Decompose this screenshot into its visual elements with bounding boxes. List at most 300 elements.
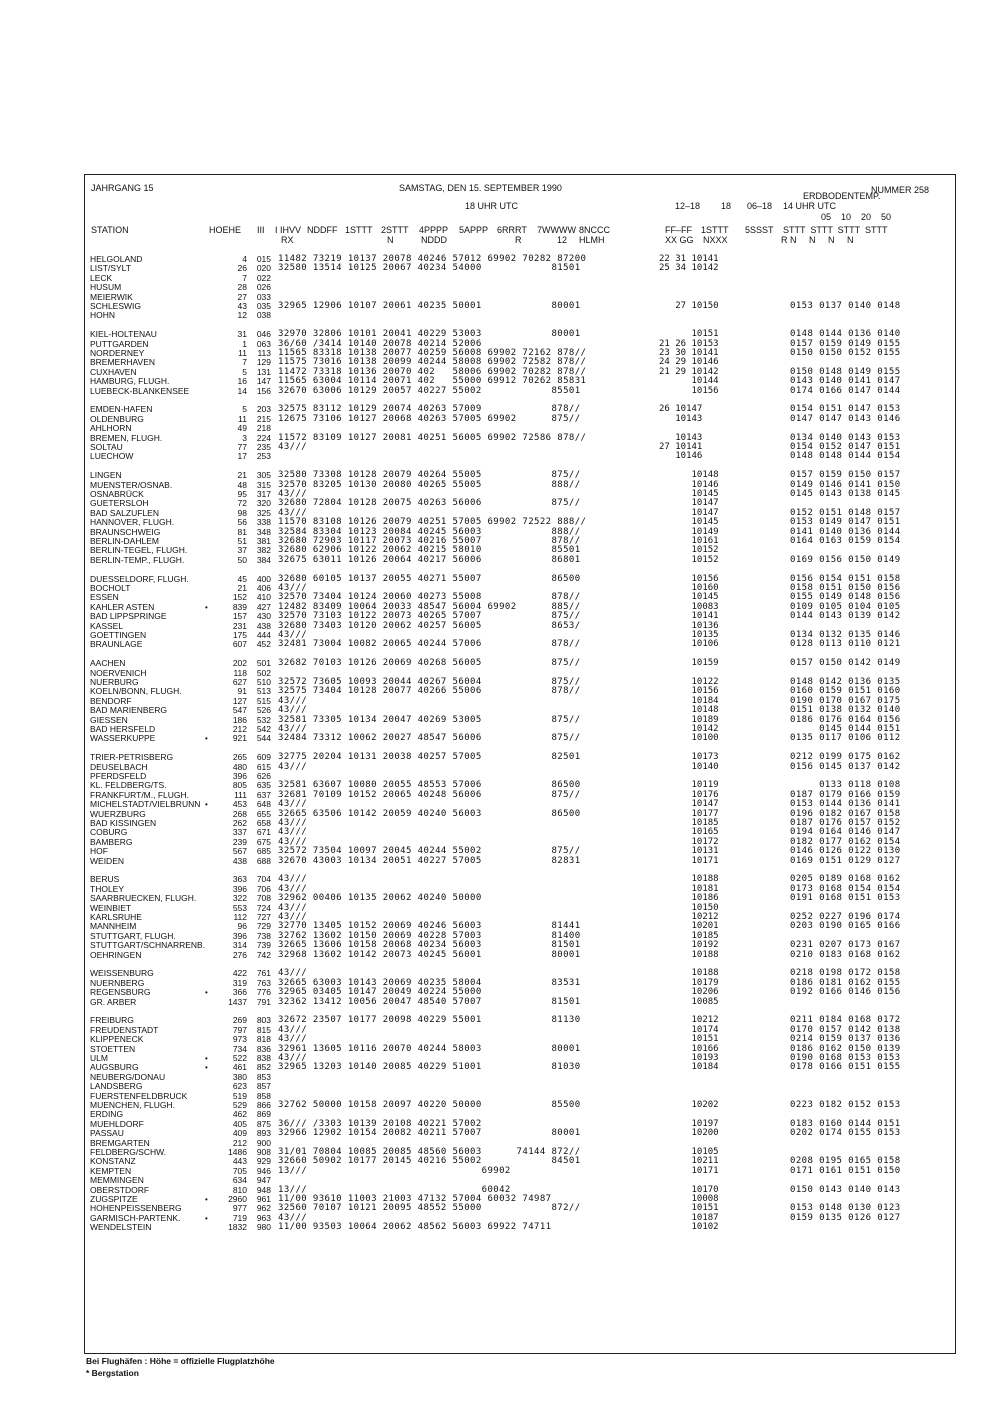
col-6rrrt: 6RRRT <box>497 225 527 235</box>
extreme-temps: 10185 <box>659 930 719 941</box>
synop-groups: 32572 73605 10093 20044 40267 56004 875// <box>278 677 581 687</box>
station-name: MEMMINGEN <box>90 1175 144 1186</box>
synop-groups: 32675 63011 10126 20064 40217 56006 86801 <box>278 554 581 565</box>
station-height: 797 <box>232 1024 247 1035</box>
station-height: 322 <box>232 893 247 904</box>
station-id: 113 <box>257 348 271 358</box>
table-row <box>85 640 957 649</box>
station-height: 5 <box>242 404 247 415</box>
station-id: 315 <box>256 479 271 490</box>
station-name: BAD SALZUFLEN <box>90 507 159 518</box>
station-id: 857 <box>256 1081 271 1092</box>
extreme-temps: 10202 <box>659 1100 719 1110</box>
station-height: 1 <box>242 338 247 349</box>
station-name: PUTTGARDEN <box>90 338 149 349</box>
station-id: 438 <box>256 620 271 631</box>
station-name: FREIBURG <box>90 1015 134 1026</box>
station-name: FRANKFURT/M., FLUGH. <box>90 789 190 800</box>
synop-groups: 32584 83304 10123 20084 40245 56003 888// <box>278 526 581 537</box>
extreme-temps: 10200 <box>659 1128 719 1139</box>
soil-temps: 0187 0176 0157 0152 <box>790 818 901 828</box>
extreme-temps: 10177 <box>659 808 719 819</box>
synop-groups: 32968 13602 10142 20073 40245 56001 80001 <box>278 949 581 960</box>
synop-groups: 32575 73404 10128 20077 40266 55006 878// <box>278 686 581 697</box>
synop-groups: 32681 70109 10152 20065 40248 56006 875// <box>278 789 581 800</box>
col-5appp: 5APPP <box>459 225 489 235</box>
station-name: HAMBURG, FLUGH. <box>90 376 170 387</box>
station-id: 444 <box>256 630 271 640</box>
table-row <box>85 847 957 856</box>
extreme-temps: 10145 <box>659 517 719 528</box>
obs-time: 18 UHR UTC <box>465 201 519 211</box>
extreme-temps: 10160 <box>659 583 719 593</box>
station-height: 111 <box>234 789 247 800</box>
synop-groups: 13/// 60042 <box>278 1184 511 1195</box>
synop-groups: 43/// <box>278 1034 308 1045</box>
synop-groups: 11565 83318 10138 20077 40259 56008 69902 72162 878// <box>278 348 587 358</box>
station-name: HUSUM <box>90 282 122 293</box>
col-n: N <box>387 235 394 245</box>
station-name: LINGEN <box>90 470 122 481</box>
station-name: MEIERWIK <box>90 291 133 302</box>
station-height: 268 <box>232 808 247 819</box>
extreme-temps: 10166 <box>659 1043 719 1054</box>
extreme-temps: 10100 <box>659 733 719 744</box>
station-height: 522 <box>232 1053 247 1063</box>
table-row <box>85 1129 957 1138</box>
range-06-18: 06–18 <box>747 201 773 211</box>
station-height: 529 <box>232 1100 247 1110</box>
col-iihvv: I IHVV <box>275 225 302 235</box>
soil-temps: 0145 0144 0151 <box>790 724 901 734</box>
extreme-temps: 10197 <box>659 1118 719 1129</box>
station-id: 626 <box>256 771 271 781</box>
synop-groups: 32670 43003 10134 20051 40227 57005 82831 <box>278 855 581 866</box>
extreme-temps: 10141 <box>659 611 719 622</box>
table-row <box>85 988 957 997</box>
table-row <box>85 377 957 386</box>
station-id: 929 <box>256 1156 271 1167</box>
soil-temps: 0157 0159 0150 0157 <box>790 470 901 481</box>
table-row <box>85 857 957 866</box>
extreme-temps: 10152 <box>659 545 719 556</box>
col-12: 12 <box>557 235 568 245</box>
synop-groups: 32580 13514 10125 20067 40234 54000 81501 <box>278 263 581 274</box>
station-height: 623 <box>232 1081 247 1092</box>
station-height: 337 <box>232 827 247 838</box>
synop-groups: 32962 00406 10135 20062 40240 50000 <box>278 893 482 904</box>
station-id: 526 <box>256 705 271 716</box>
mountain-station-marker: • <box>205 1213 208 1223</box>
station-id: 510 <box>256 677 271 687</box>
extreme-temps: 10206 <box>659 987 719 998</box>
station-name: GR. ARBER <box>90 996 137 1007</box>
station-name: KONSTANZ <box>90 1156 136 1167</box>
mountain-station-marker: • <box>205 734 208 744</box>
synop-groups: 32665 13606 10158 20068 40234 56003 81501 <box>278 940 581 951</box>
synop-groups: 43/// <box>278 583 308 593</box>
extreme-temps: 10151 <box>659 329 719 340</box>
soil-temps: 0190 0170 0167 0175 <box>790 695 901 706</box>
station-name: PFERDSFELD <box>90 771 147 781</box>
synop-groups: 13/// 69902 <box>278 1165 511 1176</box>
station-name: HANNOVER, FLUGH. <box>90 517 175 528</box>
soil-temps: 0150 0143 0140 0143 <box>790 1184 901 1195</box>
extreme-temps: 10151 <box>659 1203 719 1214</box>
station-id: 708 <box>256 893 271 904</box>
extreme-temps: 26 10147 <box>659 404 703 415</box>
synop-groups: 43/// <box>278 724 308 734</box>
synop-groups: 32670 63006 10129 20057 40227 55002 85501 <box>278 385 581 396</box>
synop-groups: 11472 73318 10136 20070 402 58006 69902 70282 878// <box>278 366 587 377</box>
soil-temps: 0156 0145 0137 0142 <box>790 761 901 772</box>
station-name: KAHLER ASTEN <box>90 601 155 612</box>
extreme-temps: 10156 <box>659 573 719 584</box>
station-name: BREMEN, FLUGH. <box>90 432 163 443</box>
station-height: 276 <box>232 949 247 960</box>
station-id: 948 <box>256 1184 271 1195</box>
mountain-station-marker: • <box>205 800 208 810</box>
soil-temps: 0156 0154 0151 0158 <box>790 573 901 584</box>
station-id: 015 <box>256 254 271 264</box>
station-height: 50 <box>237 554 247 565</box>
synop-groups: 43/// <box>278 912 308 922</box>
extreme-temps: 10173 <box>659 752 719 763</box>
extreme-temps: 10172 <box>659 836 719 847</box>
soil-temps: 0174 0166 0147 0144 <box>790 385 901 396</box>
synop-groups: 11572 83109 10127 20081 40251 56005 69902 72586 878// <box>278 432 587 443</box>
station-id: 893 <box>256 1128 271 1139</box>
soil-temps: 0141 0140 0136 0144 <box>790 526 901 537</box>
soil-temps: 0173 0168 0154 0154 <box>790 883 901 894</box>
station-name: LUEBECK-BLANKENSEE <box>90 385 190 396</box>
table-row <box>85 1082 957 1091</box>
station-height: 567 <box>232 846 247 857</box>
station-name: NUERNBERG <box>90 977 145 988</box>
soil-temps: 0218 0198 0172 0158 <box>790 968 901 979</box>
synop-groups: 43/// <box>278 489 308 499</box>
station-id: 818 <box>256 1034 271 1045</box>
station-id: 729 <box>256 921 271 932</box>
station-height: 314 <box>232 940 247 951</box>
extreme-temps: 10136 <box>659 620 719 631</box>
station-name: CUXHAVEN <box>90 366 137 377</box>
extreme-temps: 10102 <box>659 1222 719 1233</box>
soil-temps: 0182 0177 0162 0154 <box>790 836 901 847</box>
station-name: HOF <box>90 846 108 857</box>
station-id: 858 <box>256 1090 271 1101</box>
extreme-temps: 27 10150 <box>659 301 719 311</box>
station-id: 147 <box>256 376 271 387</box>
extreme-temps: 22 31 10141 <box>659 254 719 264</box>
station-name: STOETTEN <box>90 1043 136 1054</box>
synop-groups: 11565 63004 10114 20071 402 55000 69912 70262 85831 <box>278 376 587 387</box>
station-name: SCHLESWIG <box>90 301 142 311</box>
station-height: 405 <box>232 1118 247 1129</box>
synop-groups: 43/// <box>278 695 308 706</box>
synop-groups: 32575 83112 10129 20074 40263 57009 878// <box>278 404 581 415</box>
extreme-temps: 10156 <box>659 385 719 396</box>
station-height: 319 <box>232 977 247 988</box>
station-name: HOHN <box>90 310 116 321</box>
soil-temps: 0186 0176 0164 0156 <box>790 714 901 725</box>
station-id: 963 <box>256 1212 271 1223</box>
synop-groups: 32680 73403 10120 20062 40257 56005 8653/ <box>278 620 581 631</box>
station-name: TRIER-PETRISBERG <box>90 752 174 763</box>
station-id: 776 <box>256 987 271 998</box>
synop-groups: 43/// <box>278 799 308 810</box>
station-name: WEIDEN <box>90 855 124 866</box>
station-id: 224 <box>256 432 271 443</box>
station-height: 3 <box>242 432 247 443</box>
soil-temps: 0134 0132 0135 0146 <box>790 630 901 640</box>
station-name: BAD LIPPSPRINGE <box>90 611 167 622</box>
soil-temps: 0109 0105 0104 0105 <box>790 601 901 612</box>
station-name: SAARBRUECKEN, FLUGH. <box>90 893 197 904</box>
synop-groups: 36/// /3303 10139 20108 40221 57002 <box>278 1118 482 1129</box>
extreme-temps: 21 26 10153 <box>659 338 719 349</box>
station-height: 37 <box>237 545 247 556</box>
station-id: 022 <box>256 272 271 283</box>
soil-temps: 0208 0195 0165 0158 <box>790 1156 901 1167</box>
soil-temps: 0144 0143 0139 0142 <box>790 611 901 622</box>
station-name: GARMISCH-PARTENK. <box>90 1212 181 1223</box>
synop-groups: 32570 83205 10130 20080 40265 55005 888// <box>278 479 581 490</box>
soil-temps: 0154 0151 0147 0153 <box>790 404 901 415</box>
station-height: 4 <box>242 254 247 264</box>
synop-groups: 32481 73004 10082 20065 40244 57006 878// <box>278 639 581 650</box>
soil-temps: 0231 0207 0173 0167 <box>790 940 901 951</box>
col-iii: III <box>257 225 265 235</box>
station-height: 396 <box>232 771 247 781</box>
synop-groups: 43/// <box>278 1212 308 1223</box>
station-id: 338 <box>256 517 271 528</box>
table-row <box>85 452 957 461</box>
station-id: 655 <box>256 808 271 819</box>
table-row <box>85 998 957 1007</box>
extreme-temps: 10142 <box>659 724 719 734</box>
station-name: MUENCHEN, FLUGH. <box>90 1100 176 1110</box>
station-id: 615 <box>256 761 271 772</box>
table-row <box>85 387 957 396</box>
extreme-temps: 10143 <box>659 413 703 424</box>
extreme-temps: 23 30 10141 <box>659 348 719 358</box>
extreme-temps: 10144 <box>659 376 719 387</box>
station-name: BAMBERG <box>90 836 133 847</box>
extreme-temps: 10148 <box>659 705 719 716</box>
station-height: 453 <box>232 799 247 810</box>
station-height: 98 <box>237 507 247 518</box>
extreme-temps: 10161 <box>659 536 719 546</box>
station-name: OSNABRÜCK <box>90 489 144 499</box>
station-name: BREMERHAVEN <box>90 357 156 368</box>
station-name: ESSEN <box>90 592 119 603</box>
station-name: WEINBIET <box>90 902 132 913</box>
synop-groups: 43/// <box>278 705 308 716</box>
soil-temps: 0154 0152 0147 0151 <box>790 442 901 452</box>
soil-temps: 0153 0148 0130 0123 <box>790 1203 901 1214</box>
extreme-temps: 10193 <box>659 1053 719 1063</box>
station-name: COBURG <box>90 827 128 838</box>
table-row <box>85 518 957 527</box>
soil-temps: 0178 0166 0151 0155 <box>790 1062 901 1073</box>
station-id: 063 <box>256 338 271 349</box>
col-5ssst: 5SSST <box>745 225 774 235</box>
synop-groups: 32665 63506 10142 20059 40240 56003 86500 <box>278 808 581 819</box>
station-height: 366 <box>232 987 247 998</box>
station-id: 215 <box>256 413 271 424</box>
synop-groups: 32965 13203 10140 20085 40229 51001 81030 <box>278 1062 581 1073</box>
footnote-mountain: * Bergstation <box>86 1368 139 1378</box>
soil-temps: 0210 0183 0168 0162 <box>790 949 901 960</box>
bulletin-sheet <box>84 174 956 1354</box>
table-row <box>85 706 957 715</box>
synop-groups: 43/// <box>278 818 308 828</box>
issue-number: NUMMER 258 <box>871 185 930 195</box>
extreme-temps: 10106 <box>659 639 719 650</box>
station-id: 513 <box>256 686 271 697</box>
extreme-temps: 10147 <box>659 498 719 509</box>
station-id: 026 <box>256 282 271 293</box>
station-name: BENDORF <box>90 695 132 706</box>
station-name: OEHRINGEN <box>90 949 142 960</box>
soil-temps: 0160 0159 0151 0160 <box>790 686 901 697</box>
station-height: 175 <box>232 630 247 640</box>
station-height: 461 <box>232 1062 247 1073</box>
date-line: SAMSTAG, DEN 15. SEPTEMBER 1990 <box>399 183 562 193</box>
station-height: 734 <box>232 1043 247 1054</box>
station-height: 49 <box>237 423 247 434</box>
synop-groups: 32961 13605 10116 20070 40244 58003 80001 <box>278 1043 581 1054</box>
station-name: MANNHEIM <box>90 921 137 932</box>
station-name: NORDERNEY <box>90 348 145 358</box>
station-id: 869 <box>256 1109 271 1120</box>
station-height: 16 <box>237 376 247 387</box>
extreme-temps: 10188 <box>659 968 719 979</box>
station-id: 742 <box>256 949 271 960</box>
station-height: 265 <box>232 752 247 763</box>
extreme-temps: 10211 <box>659 1156 719 1167</box>
station-name: SOLTAU <box>90 442 123 452</box>
station-height: 262 <box>232 818 247 828</box>
station-name: AUGSBURG <box>90 1062 139 1073</box>
extreme-temps: 10188 <box>659 874 719 885</box>
extreme-temps: 10119 <box>659 780 719 791</box>
station-height: 607 <box>232 639 247 650</box>
table-row <box>85 894 957 903</box>
station-height: 973 <box>232 1034 247 1045</box>
station-height: 45 <box>237 573 247 584</box>
station-name: WENDELSTEIN <box>90 1222 152 1233</box>
station-height: 409 <box>232 1128 247 1139</box>
soil-temps: 0214 0159 0137 0136 <box>790 1034 901 1045</box>
table-row <box>85 264 957 273</box>
station-id: 962 <box>256 1203 271 1214</box>
synop-groups: 32680 72903 10117 20073 40216 55007 878// <box>278 536 581 546</box>
synop-groups: 32660 50902 10177 20145 40216 55002 84501 <box>278 1156 581 1167</box>
station-name: BOCHOLT <box>90 583 131 593</box>
station-name: NEUBERG/DONAU <box>90 1071 166 1082</box>
mountain-station-marker: • <box>205 1063 208 1073</box>
station-id: 947 <box>256 1175 271 1186</box>
station-height: 152 <box>232 592 247 603</box>
station-height: 977 <box>232 1203 247 1214</box>
station-height: 363 <box>232 874 247 885</box>
col-8nccc: 8NCCC <box>579 225 611 235</box>
table-row <box>85 1223 957 1232</box>
station-height: 14 <box>237 385 247 396</box>
station-height: 839 <box>232 601 247 612</box>
station-id: 038 <box>256 310 271 321</box>
synop-groups: 32775 20204 10131 20038 40257 57005 82501 <box>278 752 581 763</box>
station-id: 637 <box>256 789 271 800</box>
soil-temps: 0203 0190 0165 0166 <box>790 921 901 932</box>
station-id: 675 <box>256 836 271 847</box>
station-height: 1486 <box>228 1147 247 1157</box>
station-name: LUECHOW <box>90 451 134 462</box>
extreme-temps: 10140 <box>659 761 719 772</box>
station-name: LANDSBERG <box>90 1081 143 1092</box>
station-name: WUERZBURG <box>90 808 146 819</box>
col-2sttt: 2STTT <box>381 225 409 235</box>
station-id: 980 <box>256 1222 271 1233</box>
station-id: 320 <box>256 498 271 509</box>
station-name: FREUDENSTADT <box>90 1024 159 1035</box>
station-id: 218 <box>256 423 271 434</box>
station-name: THOLEY <box>90 883 125 894</box>
station-id: 866 <box>256 1100 271 1110</box>
synop-groups: 32484 73312 10062 20027 48547 56006 875// <box>278 733 581 744</box>
synop-groups: 43/// <box>278 507 308 518</box>
station-id: 946 <box>256 1165 271 1176</box>
soil-temps: 0151 0138 0132 0140 <box>790 705 901 716</box>
station-id: 253 <box>256 451 271 462</box>
extreme-temps: 25 34 10142 <box>659 263 719 274</box>
station-name: STUTTGART, FLUGH. <box>90 930 176 941</box>
table-row <box>85 556 957 565</box>
synop-groups: 32682 70103 10126 20069 40268 56005 875// <box>278 658 581 669</box>
station-name: HOHENPEISSENBERG <box>90 1203 182 1214</box>
synop-groups: 32680 62906 10122 20062 40215 58010 85501 <box>278 545 581 556</box>
col-4pppp: 4PPPP <box>419 225 449 235</box>
extreme-temps: 10105 <box>659 1147 719 1157</box>
extreme-temps: 10192 <box>659 940 719 951</box>
station-id: 430 <box>256 611 271 622</box>
station-id: 706 <box>256 883 271 894</box>
extreme-temps: 10147 <box>659 507 719 518</box>
soil-temps: 0169 0156 0150 0149 <box>790 554 901 565</box>
extreme-temps: 10165 <box>659 827 719 838</box>
soil-temps: 0153 0144 0136 0141 <box>790 799 901 810</box>
station-height: 921 <box>232 733 247 744</box>
station-height: 553 <box>232 902 247 913</box>
station-name: KOELN/BONN, FLUGH. <box>90 686 182 697</box>
station-height: 810 <box>232 1184 247 1195</box>
station-id: 131 <box>256 366 271 377</box>
extreme-temps: 10135 <box>659 630 719 640</box>
col-18: 18 <box>721 201 732 211</box>
station-name: MUEHLDORF <box>90 1118 144 1129</box>
soil-temps: 0155 0149 0148 0156 <box>790 592 901 603</box>
table-row <box>85 302 957 311</box>
synop-groups: 43/// <box>278 968 308 979</box>
jahrgang: JAHRGANG 15 <box>91 183 154 193</box>
station-name: EMDEN-HAFEN <box>90 404 153 415</box>
station-id: 727 <box>256 912 271 922</box>
extreme-temps: 10131 <box>659 846 719 857</box>
synop-groups: 12675 73106 10127 20068 40263 57005 69902 875// <box>278 413 581 424</box>
station-id: 763 <box>256 977 271 988</box>
